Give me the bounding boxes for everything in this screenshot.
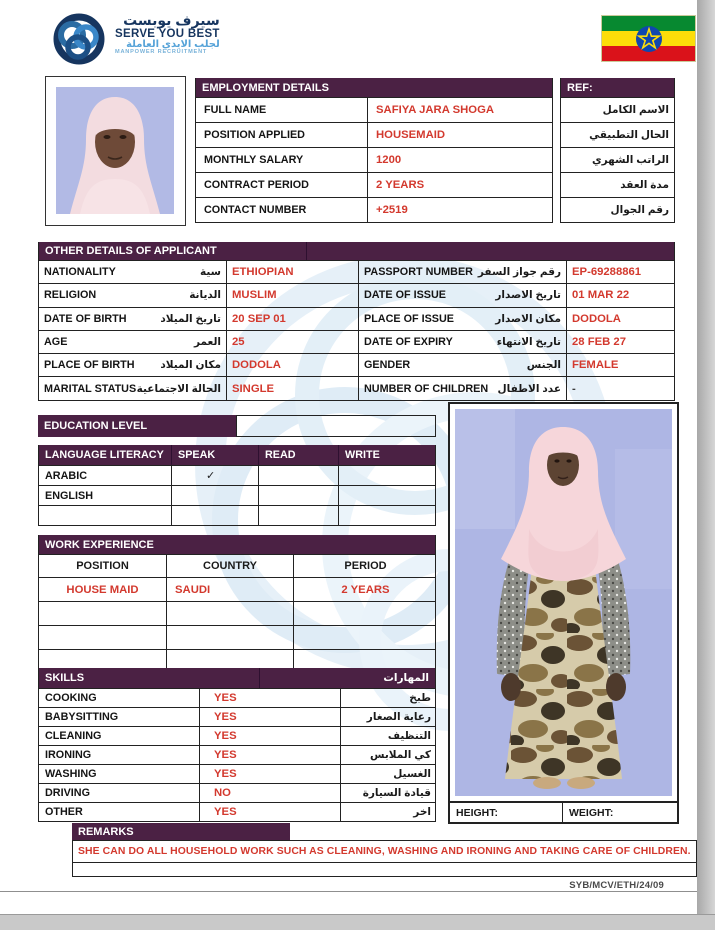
- flag-star-emblem: [635, 25, 663, 53]
- table-row: [561, 172, 674, 197]
- arabic-label: مدة العقد: [620, 179, 669, 191]
- skill-value: YES: [214, 711, 237, 723]
- contact-number-value: +2519: [376, 204, 408, 216]
- arabic-label: الديانة: [189, 289, 221, 302]
- contract-period-value: 2 YEARS: [376, 179, 425, 191]
- skills-header: [39, 668, 435, 688]
- skill-label: DRIVING: [45, 787, 90, 799]
- marital-status-value: SINGLE: [232, 382, 275, 395]
- skill-label: BABYSITTING: [45, 711, 119, 723]
- page-edge-line: [0, 891, 697, 892]
- nationality-value: ETHIOPIAN: [232, 266, 294, 279]
- skill-value: YES: [214, 768, 237, 780]
- column-header: COUNTRY: [167, 555, 294, 577]
- ethiopia-flag-icon: [601, 15, 696, 62]
- arabic-label: سية: [200, 266, 221, 279]
- skill-label: WASHING: [45, 768, 97, 780]
- table-row: [39, 764, 435, 783]
- employment-details-table: [195, 78, 553, 223]
- skill-value: YES: [214, 692, 237, 704]
- arabic-label: تاريخ الاصدار: [495, 289, 561, 302]
- field-label: MONTHLY SALARY: [204, 154, 304, 166]
- arabic-label: قيادة السيارة: [362, 787, 431, 799]
- field-label: NATIONALITY: [44, 266, 116, 279]
- table-row: [39, 376, 674, 399]
- height-weight-row: [448, 803, 679, 824]
- place-of-issue-value: DODOLA: [572, 312, 621, 325]
- logo-subtitle: MANPOWER RECRUITMENT: [115, 49, 208, 56]
- ref-label: REF:: [567, 81, 593, 94]
- arabic-label: رعاية الصغار: [366, 711, 431, 723]
- arabic-label: الجنس: [526, 359, 561, 372]
- section-title: SKILLS: [45, 672, 85, 684]
- period-cell: 2 YEARS: [341, 583, 390, 596]
- date-of-birth-value: 20 SEP 01: [232, 312, 286, 325]
- table-row: [196, 172, 552, 197]
- table-row: [561, 97, 674, 122]
- skill-value: NO: [214, 787, 231, 799]
- arabic-label: التنظيف: [387, 730, 431, 742]
- document-ref-code: SYB/MCV/ETH/24/09: [569, 880, 664, 891]
- field-label: AGE: [44, 336, 68, 349]
- logo-rings-icon: [50, 13, 108, 65]
- applicant-headshot-photo: [45, 76, 186, 226]
- arabic-label: طبخ: [409, 692, 431, 704]
- remarks-header: [72, 823, 290, 840]
- field-label: POSITION APPLIED: [204, 129, 305, 141]
- work-experience-header: [39, 535, 435, 554]
- table-row: [39, 260, 674, 283]
- table-row: [39, 707, 435, 726]
- skill-label: IRONING: [45, 749, 92, 761]
- table-row: [39, 485, 435, 505]
- section-title: EMPLOYMENT DETAILS: [202, 81, 329, 94]
- age-value: 25: [232, 336, 245, 349]
- field-label: PLACE OF ISSUE: [364, 312, 454, 325]
- full-name-value: SAFIYA JARA SHOGA: [376, 104, 495, 116]
- table-row: [39, 783, 435, 802]
- arabic-label: تاريخ الميلاد: [160, 312, 221, 325]
- other-details-header: [39, 242, 674, 260]
- field-label: DATE OF ISSUE: [364, 289, 446, 302]
- arabic-label: عدد الاطفال: [497, 382, 561, 395]
- language-name: ENGLISH: [45, 489, 93, 502]
- field-label: NUMBER OF CHILDREN: [364, 382, 489, 395]
- arabic-label: الحال التطبيقي: [589, 129, 669, 141]
- arabic-label: العمر: [193, 336, 221, 349]
- arabic-label: الراتب الشهري: [592, 154, 669, 166]
- remarks-text: SHE CAN DO ALL HOUSEHOLD WORK SUCH AS CLEANING, WASHING AND IRONING AND TAKING CARE OF CHILDREN.: [78, 846, 691, 857]
- table-row: [196, 147, 552, 172]
- table-row: [39, 465, 435, 485]
- arabic-label: الاسم الكامل: [602, 104, 669, 116]
- other-details-table: [38, 242, 675, 401]
- table-row: [196, 97, 552, 122]
- field-label: PLACE OF BIRTH: [44, 359, 135, 372]
- work-experience-column-headers: [39, 554, 435, 577]
- table-row: [561, 197, 674, 222]
- table-row: [39, 283, 674, 306]
- passport-number-value: EP-69288861: [572, 266, 642, 279]
- field-label: RELIGION: [44, 289, 97, 302]
- table-row: [561, 147, 674, 172]
- column-header: WRITE: [345, 449, 380, 461]
- work-experience-table: [38, 535, 436, 674]
- employment-details-header: [196, 78, 552, 97]
- column-header: SPEAK: [172, 445, 259, 465]
- logo-arabic-subtitle: لجلب الايدي العاملة: [126, 38, 220, 50]
- skill-value: YES: [214, 730, 237, 742]
- field-label: PASSPORT NUMBER: [364, 266, 473, 279]
- table-row: [39, 577, 435, 601]
- section-title: REMARKS: [78, 825, 134, 838]
- arabic-label: اخر: [413, 806, 431, 818]
- weight-label: WEIGHT:: [569, 806, 614, 819]
- ref-header: [561, 78, 674, 97]
- remarks-empty-row: [72, 863, 697, 877]
- column-header: READ: [259, 445, 339, 465]
- logo-title: SERVE YOU BEST: [115, 27, 220, 40]
- table-row: [196, 122, 552, 147]
- language-literacy-table: [38, 445, 436, 526]
- agency-logo: [50, 13, 220, 65]
- arabic-label: رقم الجوال: [610, 204, 669, 216]
- skill-label: COOKING: [45, 692, 97, 704]
- height-label: HEIGHT:: [456, 806, 498, 819]
- number-of-children-value: -: [572, 382, 576, 395]
- field-label: CONTACT NUMBER: [204, 204, 307, 216]
- section-title: WORK EXPERIENCE: [45, 538, 154, 551]
- date-of-issue-value: 01 MAR 22: [572, 289, 630, 302]
- language-literacy-header-row: [39, 445, 435, 465]
- scan-edge-right: [697, 0, 715, 930]
- column-header: PERIOD: [344, 560, 387, 572]
- skills-table: [38, 668, 436, 822]
- table-row: [39, 330, 674, 353]
- skills-arabic-title: المهارات: [383, 672, 429, 684]
- table-row: [39, 745, 435, 764]
- table-row: [39, 625, 435, 649]
- table-row: [39, 802, 435, 821]
- skill-label: OTHER: [45, 806, 83, 818]
- arabic-label: مكان الميلاد: [160, 359, 221, 372]
- field-label: GENDER: [364, 359, 411, 372]
- checkmark-icon: ✓: [206, 470, 216, 482]
- arabic-label: الغسيل: [393, 768, 431, 780]
- position-applied-value: HOUSEMAID: [376, 129, 446, 141]
- table-row: [39, 726, 435, 745]
- scan-edge-bottom: [0, 914, 715, 930]
- table-row: [561, 122, 674, 147]
- logo-arabic-title: سيرف يوبست: [123, 12, 220, 28]
- position-cell: HOUSE MAID: [66, 583, 139, 596]
- country-cell: SAUDI: [175, 583, 211, 596]
- column-header: POSITION: [39, 555, 167, 577]
- table-row: [39, 307, 674, 330]
- monthly-salary-value: 1200: [376, 154, 402, 166]
- section-title: OTHER DETAILS OF APPLICANT: [45, 245, 217, 257]
- education-level-section: [38, 415, 436, 437]
- table-row: [196, 197, 552, 222]
- field-label: MARITAL STATUS: [44, 382, 137, 395]
- education-level-value: [236, 415, 436, 437]
- skill-value: YES: [214, 749, 237, 761]
- arabic-label: تاريخ الانتهاء: [496, 336, 561, 349]
- education-level-header: [38, 415, 236, 437]
- language-name: ARABIC: [45, 469, 87, 482]
- religion-value: MUSLIM: [232, 289, 277, 302]
- field-label: DATE OF BIRTH: [44, 312, 127, 325]
- field-label: CONTRACT PERIOD: [204, 179, 309, 191]
- date-of-expiry-value: 28 FEB 27: [572, 336, 627, 349]
- column-header: LANGUAGE LITERACY: [39, 445, 172, 465]
- field-label: FULL NAME: [204, 104, 267, 116]
- section-title: EDUCATION LEVEL: [44, 420, 148, 432]
- applicant-full-photo: [448, 402, 679, 803]
- table-row: [39, 353, 674, 376]
- gender-value: FEMALE: [572, 359, 619, 372]
- table-row: [39, 601, 435, 625]
- arabic-label: رقم جواز السفر: [477, 266, 561, 279]
- table-row: [39, 688, 435, 707]
- field-label: DATE OF EXPIRY: [364, 336, 453, 349]
- skill-label: CLEANING: [45, 730, 102, 742]
- arabic-label: مكان الاصدار: [495, 312, 561, 325]
- arabic-label: كي الملابس: [370, 749, 431, 761]
- place-of-birth-value: DODOLA: [232, 359, 281, 372]
- arabic-label: الحالة الاجتماعية: [136, 382, 221, 395]
- ref-column: [560, 78, 675, 223]
- table-row: [39, 505, 435, 525]
- remarks-row: [72, 840, 697, 863]
- skill-value: YES: [214, 806, 237, 818]
